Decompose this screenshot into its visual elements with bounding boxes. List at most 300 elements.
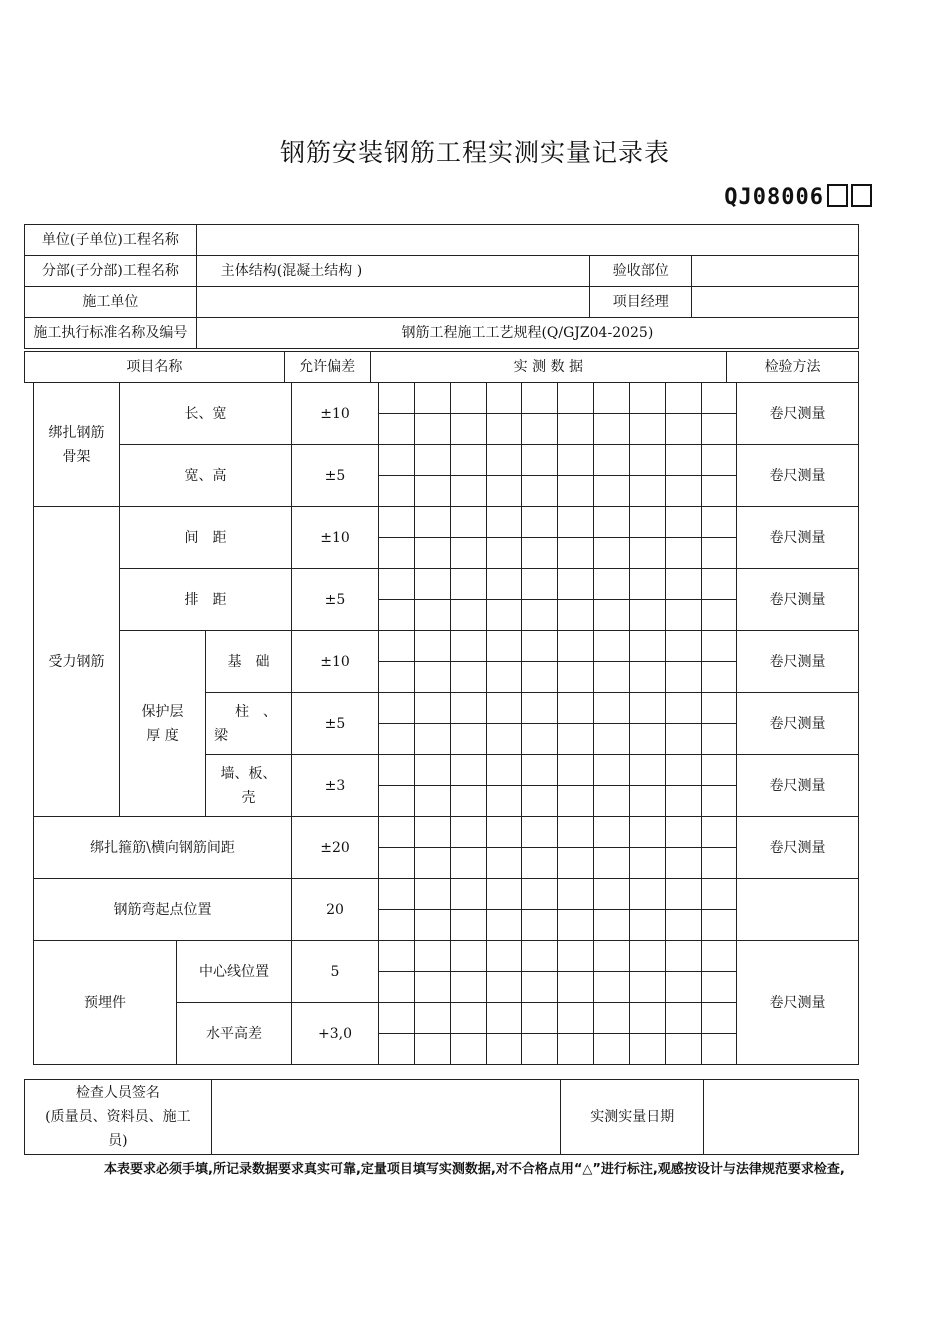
data-cell-r7-a-c3[interactable] — [451, 755, 487, 786]
data-cell-r11-a-c2[interactable] — [415, 1003, 451, 1034]
data-cell-r7-b-c5[interactable] — [522, 786, 558, 817]
data-cell-r11-a-c10[interactable] — [702, 1003, 737, 1034]
data-cell-r1-b-c8[interactable] — [630, 414, 666, 445]
data-cell-r5-b-c4[interactable] — [487, 662, 522, 693]
data-cell-r5-a-c8[interactable] — [630, 631, 666, 662]
data-cell-r4-a-c5[interactable] — [522, 569, 558, 600]
data-cell-r9-b-c4[interactable] — [487, 910, 522, 941]
data-cell-r2-b-c4[interactable] — [487, 476, 522, 507]
data-cell-r6-b-c6[interactable] — [558, 724, 594, 755]
data-cell-r1-a-c4[interactable] — [487, 383, 522, 414]
item-name-7 — [206, 755, 292, 817]
data-cell-r9-b-c5[interactable] — [522, 910, 558, 941]
data-cell-r1-b-c1[interactable] — [379, 414, 415, 445]
data-cell-r6-a-c1[interactable] — [379, 693, 415, 724]
data-cell-r11-a-c9[interactable] — [666, 1003, 702, 1034]
data-cell-r9-a-c8[interactable] — [630, 879, 666, 910]
data-cell-r10-b-c5[interactable] — [522, 972, 558, 1003]
data-cell-r5-b-c7[interactable] — [594, 662, 630, 693]
code-box-1[interactable] — [827, 184, 848, 207]
data-cell-r7-a-c8[interactable] — [630, 755, 666, 786]
table-row — [34, 631, 859, 662]
data-cell-r1-a-c5[interactable] — [522, 383, 558, 414]
group-frame-line-1: 绑扎钢筋 — [48, 424, 105, 441]
data-cell-r8-a-c4[interactable] — [487, 817, 522, 848]
data-cell-r4-b-c7[interactable] — [594, 600, 630, 631]
item-name-2: 宽、高 — [120, 445, 292, 507]
data-cell-r1-a-c7[interactable] — [594, 383, 630, 414]
data-cell-r7-b-c4[interactable] — [487, 786, 522, 817]
data-cell-r5-a-c5[interactable] — [522, 631, 558, 662]
project-name-field[interactable] — [196, 225, 858, 256]
data-cell-r11-b-c2[interactable] — [415, 1034, 451, 1065]
method-8: 卷尺测量 — [737, 817, 859, 879]
header-table — [24, 224, 859, 349]
data-cell-r2-a-c4[interactable] — [487, 445, 522, 476]
data-cell-r7-a-c7[interactable] — [594, 755, 630, 786]
data-cell-r9-a-c5[interactable] — [522, 879, 558, 910]
data-cell-r7-b-c9[interactable] — [666, 786, 702, 817]
item-name-7-line-2: 壳 — [241, 789, 256, 806]
data-cell-r11-b-c6[interactable] — [558, 1034, 594, 1065]
data-cell-r7-b-c1[interactable] — [379, 786, 415, 817]
data-cell-r6-b-c7[interactable] — [594, 724, 630, 755]
data-cell-r7-a-c5[interactable] — [522, 755, 558, 786]
contractor-label: 施工单位 — [25, 287, 197, 318]
data-cell-r9-a-c9[interactable] — [666, 879, 702, 910]
group-cover-line-1: 保护层 — [141, 703, 184, 720]
data-cell-r8-a-c10[interactable] — [702, 817, 737, 848]
item-name-6 — [206, 693, 292, 755]
data-cell-r7-a-c10[interactable] — [702, 755, 737, 786]
inspector-signature-field[interactable] — [211, 1080, 561, 1155]
data-cell-r4-a-c6[interactable] — [558, 569, 594, 600]
data-cell-r1-a-c8[interactable] — [630, 383, 666, 414]
data-cell-r5-b-c9[interactable] — [666, 662, 702, 693]
data-cell-r2-b-c6[interactable] — [558, 476, 594, 507]
data-cell-r2-b-c7[interactable] — [594, 476, 630, 507]
data-cell-r9-b-c6[interactable] — [558, 910, 594, 941]
data-cell-r7-b-c7[interactable] — [594, 786, 630, 817]
data-cell-r9-a-c6[interactable] — [558, 879, 594, 910]
date-label: 实测实量日期 — [561, 1080, 704, 1155]
contractor-field[interactable] — [196, 287, 590, 318]
data-cell-r10-a-c9[interactable] — [666, 941, 702, 972]
data-cell-r1-b-c5[interactable] — [522, 414, 558, 445]
tolerance-3: ±10 — [292, 507, 379, 569]
data-cell-r6-a-c10[interactable] — [702, 693, 737, 724]
col-data-header: 实 测 数 据 — [370, 352, 727, 383]
project-manager-field[interactable] — [692, 287, 859, 318]
data-cell-r5-b-c8[interactable] — [630, 662, 666, 693]
data-cell-r2-b-c1[interactable] — [379, 476, 415, 507]
data-cell-r1-b-c10[interactable] — [702, 414, 737, 445]
data-cell-r1-b-c4[interactable] — [487, 414, 522, 445]
method-6: 卷尺测量 — [737, 693, 859, 755]
col-item-header: 项目名称 — [25, 352, 285, 383]
data-cell-r6-b-c1[interactable] — [379, 724, 415, 755]
data-cell-r3-a-c2[interactable] — [415, 507, 451, 538]
data-cell-r7-a-c9[interactable] — [666, 755, 702, 786]
data-cell-r9-b-c2[interactable] — [415, 910, 451, 941]
data-cell-r11-b-c8[interactable] — [630, 1034, 666, 1065]
group-frame — [34, 383, 120, 507]
data-cell-r1-a-c9[interactable] — [666, 383, 702, 414]
data-cell-r5-a-c2[interactable] — [415, 631, 451, 662]
data-cell-r7-a-c2[interactable] — [415, 755, 451, 786]
data-cell-r11-b-c1[interactable] — [379, 1034, 415, 1065]
table-row — [34, 817, 859, 848]
data-cell-r2-a-c1[interactable] — [379, 445, 415, 476]
data-cell-r4-a-c8[interactable] — [630, 569, 666, 600]
group-embedded: 预埋件 — [34, 941, 177, 1065]
data-cell-r7-b-c3[interactable] — [451, 786, 487, 817]
method-10: 卷尺测量 — [737, 941, 859, 1065]
data-cell-r5-b-c5[interactable] — [522, 662, 558, 693]
data-cell-r9-b-c1[interactable] — [379, 910, 415, 941]
data-cell-r2-b-c2[interactable] — [415, 476, 451, 507]
data-cell-r6-b-c4[interactable] — [487, 724, 522, 755]
method-2: 卷尺测量 — [737, 445, 859, 507]
data-cell-r4-b-c9[interactable] — [666, 600, 702, 631]
item-name-11: 水平高差 — [177, 1003, 292, 1065]
data-cell-r2-b-c10[interactable] — [702, 476, 737, 507]
data-cell-r3-a-c7[interactable] — [594, 507, 630, 538]
group-frame-line-2: 骨架 — [62, 448, 91, 465]
data-cell-r6-a-c3[interactable] — [451, 693, 487, 724]
data-cell-r8-a-c5[interactable] — [522, 817, 558, 848]
data-cell-r11-a-c6[interactable] — [558, 1003, 594, 1034]
data-cell-r7-b-c2[interactable] — [415, 786, 451, 817]
data-cell-r8-b-c7[interactable] — [594, 848, 630, 879]
item-name-3: 间 距 — [120, 507, 292, 569]
data-cell-r2-a-c7[interactable] — [594, 445, 630, 476]
item-name-10: 中心线位置 — [177, 941, 292, 1003]
data-cell-r8-b-c5[interactable] — [522, 848, 558, 879]
data-cell-r5-b-c6[interactable] — [558, 662, 594, 693]
data-cell-r9-b-c9[interactable] — [666, 910, 702, 941]
group-cover — [120, 631, 206, 817]
data-cell-r6-b-c5[interactable] — [522, 724, 558, 755]
data-cell-r5-a-c10[interactable] — [702, 631, 737, 662]
data-cell-r11-a-c1[interactable] — [379, 1003, 415, 1034]
data-cell-r11-b-c7[interactable] — [594, 1034, 630, 1065]
data-cell-r6-a-c5[interactable] — [522, 693, 558, 724]
method-3: 卷尺测量 — [737, 507, 859, 569]
data-cell-r7-a-c4[interactable] — [487, 755, 522, 786]
data-cell-r10-a-c8[interactable] — [630, 941, 666, 972]
data-cell-r4-a-c3[interactable] — [451, 569, 487, 600]
data-cell-r9-a-c3[interactable] — [451, 879, 487, 910]
col-method-header: 检验方法 — [727, 352, 859, 383]
data-cell-r6-b-c9[interactable] — [666, 724, 702, 755]
data-cell-r10-b-c1[interactable] — [379, 972, 415, 1003]
data-cell-r3-a-c8[interactable] — [630, 507, 666, 538]
data-cell-r6-a-c7[interactable] — [594, 693, 630, 724]
data-cell-r9-a-c7[interactable] — [594, 879, 630, 910]
data-cell-r11-b-c9[interactable] — [666, 1034, 702, 1065]
data-cell-r9-b-c10[interactable] — [702, 910, 737, 941]
data-cell-r8-a-c1[interactable] — [379, 817, 415, 848]
column-header-table — [24, 351, 859, 383]
data-cell-r8-b-c1[interactable] — [379, 848, 415, 879]
item-name-9: 钢筋弯起点位置 — [34, 879, 292, 941]
data-cell-r1-b-c3[interactable] — [451, 414, 487, 445]
method-5: 卷尺测量 — [737, 631, 859, 693]
data-cell-r3-b-c3[interactable] — [451, 538, 487, 569]
data-cell-r8-b-c8[interactable] — [630, 848, 666, 879]
data-cell-r10-a-c4[interactable] — [487, 941, 522, 972]
data-cell-r9-b-c3[interactable] — [451, 910, 487, 941]
data-cell-r5-b-c10[interactable] — [702, 662, 737, 693]
data-cell-r3-a-c6[interactable] — [558, 507, 594, 538]
data-cell-r5-b-c1[interactable] — [379, 662, 415, 693]
acceptance-part-field[interactable] — [692, 256, 859, 287]
data-cell-r10-a-c2[interactable] — [415, 941, 451, 972]
method-7: 卷尺测量 — [737, 755, 859, 817]
tolerance-11: +3,0 — [292, 1003, 379, 1065]
data-cell-r2-a-c9[interactable] — [666, 445, 702, 476]
data-cell-r10-a-c3[interactable] — [451, 941, 487, 972]
form-code-text: QJ08006 — [724, 185, 824, 210]
data-cell-r11-b-c3[interactable] — [451, 1034, 487, 1065]
data-cell-r1-b-c6[interactable] — [558, 414, 594, 445]
inspector-line-1: 检查人员签名 — [75, 1085, 160, 1101]
data-cell-r7-b-c6[interactable] — [558, 786, 594, 817]
data-cell-r6-b-c10[interactable] — [702, 724, 737, 755]
data-cell-r8-a-c9[interactable] — [666, 817, 702, 848]
data-cell-r11-a-c4[interactable] — [487, 1003, 522, 1034]
left-border — [24, 351, 25, 383]
data-cell-r3-a-c9[interactable] — [666, 507, 702, 538]
data-cell-r8-a-c7[interactable] — [594, 817, 630, 848]
data-cell-r4-a-c4[interactable] — [487, 569, 522, 600]
data-cell-r4-b-c6[interactable] — [558, 600, 594, 631]
data-cell-r8-b-c9[interactable] — [666, 848, 702, 879]
acceptance-part-label: 验收部位 — [590, 256, 692, 287]
data-cell-r3-b-c6[interactable] — [558, 538, 594, 569]
data-cell-r1-a-c1[interactable] — [379, 383, 415, 414]
data-cell-r10-a-c6[interactable] — [558, 941, 594, 972]
data-cell-r4-b-c5[interactable] — [522, 600, 558, 631]
data-cell-r8-a-c3[interactable] — [451, 817, 487, 848]
data-cell-r7-b-c8[interactable] — [630, 786, 666, 817]
data-cell-r1-a-c3[interactable] — [451, 383, 487, 414]
data-cell-r2-a-c6[interactable] — [558, 445, 594, 476]
instruction-note: 本表要求必须手填,所记录数据要求真实可靠,定量项目填写实测数据,对不合格点用“△”进行标注,观感按设计与法律规范要求检查, — [104, 1162, 845, 1177]
data-cell-r10-a-c10[interactable] — [702, 941, 737, 972]
data-cell-r11-b-c5[interactable] — [522, 1034, 558, 1065]
tolerance-1: ±10 — [292, 383, 379, 445]
data-cell-r11-b-c4[interactable] — [487, 1034, 522, 1065]
data-cell-r5-a-c7[interactable] — [594, 631, 630, 662]
item-name-6-line-1: 柱 、 — [235, 703, 277, 720]
data-cell-r4-a-c2[interactable] — [415, 569, 451, 600]
data-cell-r2-a-c8[interactable] — [630, 445, 666, 476]
data-cell-r4-b-c8[interactable] — [630, 600, 666, 631]
data-cell-r4-a-c9[interactable] — [666, 569, 702, 600]
tolerance-6: ±5 — [292, 693, 379, 755]
data-cell-r8-b-c6[interactable] — [558, 848, 594, 879]
table-row — [34, 941, 859, 972]
data-cell-r3-a-c4[interactable] — [487, 507, 522, 538]
data-cell-r3-b-c9[interactable] — [666, 538, 702, 569]
subdivision-value[interactable]: 主体结构(混凝土结构 ) — [196, 256, 590, 287]
data-cell-r7-a-c1[interactable] — [379, 755, 415, 786]
data-cell-r6-a-c2[interactable] — [415, 693, 451, 724]
inspector-label — [25, 1080, 212, 1155]
data-cell-r10-b-c8[interactable] — [630, 972, 666, 1003]
tolerance-4: ±5 — [292, 569, 379, 631]
tolerance-9: 20 — [292, 879, 379, 941]
data-cell-r10-b-c4[interactable] — [487, 972, 522, 1003]
data-cell-r2-a-c10[interactable] — [702, 445, 737, 476]
page-title: 钢筋安装钢筋工程实测实量记录表 — [279, 138, 670, 167]
item-name-4: 排 距 — [120, 569, 292, 631]
data-cell-r2-b-c5[interactable] — [522, 476, 558, 507]
measurement-table — [33, 382, 859, 1065]
tolerance-7: ±3 — [292, 755, 379, 817]
data-cell-r2-a-c5[interactable] — [522, 445, 558, 476]
data-cell-r3-a-c10[interactable] — [702, 507, 737, 538]
tolerance-10: 5 — [292, 941, 379, 1003]
table-row — [34, 445, 859, 476]
data-cell-r5-a-c6[interactable] — [558, 631, 594, 662]
data-cell-r11-a-c8[interactable] — [630, 1003, 666, 1034]
data-cell-r5-a-c3[interactable] — [451, 631, 487, 662]
table-row — [34, 507, 859, 538]
data-cell-r4-b-c1[interactable] — [379, 600, 415, 631]
data-cell-r2-b-c9[interactable] — [666, 476, 702, 507]
data-cell-r10-b-c9[interactable] — [666, 972, 702, 1003]
date-field[interactable] — [704, 1080, 859, 1155]
data-cell-r8-a-c8[interactable] — [630, 817, 666, 848]
inspector-line-3: 员) — [108, 1133, 128, 1149]
data-cell-r3-b-c10[interactable] — [702, 538, 737, 569]
group-main-bar: 受力钢筋 — [34, 507, 120, 817]
data-cell-r1-b-c7[interactable] — [594, 414, 630, 445]
data-cell-r8-b-c4[interactable] — [487, 848, 522, 879]
code-box-2[interactable] — [851, 184, 872, 207]
data-cell-r3-b-c2[interactable] — [415, 538, 451, 569]
data-cell-r9-b-c7[interactable] — [594, 910, 630, 941]
data-cell-r8-a-c6[interactable] — [558, 817, 594, 848]
tolerance-8: ±20 — [292, 817, 379, 879]
col-tolerance-header: 允许偏差 — [284, 352, 370, 383]
data-cell-r10-a-c7[interactable] — [594, 941, 630, 972]
tolerance-5: ±10 — [292, 631, 379, 693]
data-cell-r6-a-c8[interactable] — [630, 693, 666, 724]
subdivision-label: 分部(子分部)工程名称 — [25, 256, 197, 287]
data-cell-r9-a-c2[interactable] — [415, 879, 451, 910]
data-cell-r11-a-c3[interactable] — [451, 1003, 487, 1034]
data-cell-r3-b-c5[interactable] — [522, 538, 558, 569]
data-cell-r4-b-c3[interactable] — [451, 600, 487, 631]
data-cell-r6-a-c6[interactable] — [558, 693, 594, 724]
data-cell-r3-a-c3[interactable] — [451, 507, 487, 538]
item-name-1: 长、宽 — [120, 383, 292, 445]
data-cell-r3-b-c8[interactable] — [630, 538, 666, 569]
data-cell-r1-a-c2[interactable] — [415, 383, 451, 414]
data-cell-r3-a-c5[interactable] — [522, 507, 558, 538]
form-code — [724, 184, 872, 210]
data-cell-r6-b-c3[interactable] — [451, 724, 487, 755]
data-cell-r5-b-c3[interactable] — [451, 662, 487, 693]
data-cell-r6-a-c9[interactable] — [666, 693, 702, 724]
project-name-label: 单位(子单位)工程名称 — [25, 225, 197, 256]
data-cell-r10-b-c2[interactable] — [415, 972, 451, 1003]
method-4: 卷尺测量 — [737, 569, 859, 631]
data-cell-r7-a-c6[interactable] — [558, 755, 594, 786]
data-cell-r5-a-c9[interactable] — [666, 631, 702, 662]
data-cell-r9-a-c10[interactable] — [702, 879, 737, 910]
table-row — [34, 383, 859, 414]
standard-value[interactable]: 钢筋工程施工工艺规程(Q/GJZ04-2025) — [196, 318, 858, 349]
data-cell-r1-a-c6[interactable] — [558, 383, 594, 414]
data-cell-r6-b-c8[interactable] — [630, 724, 666, 755]
data-cell-r3-b-c4[interactable] — [487, 538, 522, 569]
data-cell-r11-a-c5[interactable] — [522, 1003, 558, 1034]
data-cell-r10-a-c5[interactable] — [522, 941, 558, 972]
data-cell-r3-b-c1[interactable] — [379, 538, 415, 569]
table-row — [34, 879, 859, 910]
data-cell-r10-b-c7[interactable] — [594, 972, 630, 1003]
data-cell-r4-a-c1[interactable] — [379, 569, 415, 600]
data-cell-r7-b-c10[interactable] — [702, 786, 737, 817]
data-cell-r4-b-c2[interactable] — [415, 600, 451, 631]
data-cell-r2-b-c3[interactable] — [451, 476, 487, 507]
data-cell-r8-b-c2[interactable] — [415, 848, 451, 879]
data-cell-r9-b-c8[interactable] — [630, 910, 666, 941]
tolerance-2: ±5 — [292, 445, 379, 507]
data-cell-r10-a-c1[interactable] — [379, 941, 415, 972]
data-cell-r8-b-c3[interactable] — [451, 848, 487, 879]
data-cell-r5-a-c1[interactable] — [379, 631, 415, 662]
data-cell-r11-a-c7[interactable] — [594, 1003, 630, 1034]
data-cell-r2-b-c8[interactable] — [630, 476, 666, 507]
inspector-line-2: (质量员、资料员、施工 — [45, 1109, 191, 1125]
data-cell-r10-b-c6[interactable] — [558, 972, 594, 1003]
data-cell-r4-b-c10[interactable] — [702, 600, 737, 631]
item-name-6-line-2: 梁 — [214, 727, 228, 744]
data-cell-r5-a-c4[interactable] — [487, 631, 522, 662]
data-cell-r4-a-c7[interactable] — [594, 569, 630, 600]
data-cell-r9-a-c4[interactable] — [487, 879, 522, 910]
data-cell-r6-a-c4[interactable] — [487, 693, 522, 724]
data-cell-r6-b-c2[interactable] — [415, 724, 451, 755]
method-9 — [737, 879, 859, 941]
method-1: 卷尺测量 — [737, 383, 859, 445]
item-name-5: 基 础 — [206, 631, 292, 693]
data-cell-r4-a-c10[interactable] — [702, 569, 737, 600]
data-cell-r10-b-c3[interactable] — [451, 972, 487, 1003]
group-cover-line-2: 厚 度 — [146, 727, 179, 744]
data-cell-r11-b-c10[interactable] — [702, 1034, 737, 1065]
data-cell-r5-b-c2[interactable] — [415, 662, 451, 693]
data-cell-r3-a-c1[interactable] — [379, 507, 415, 538]
data-cell-r8-b-c10[interactable] — [702, 848, 737, 879]
data-cell-r4-b-c4[interactable] — [487, 600, 522, 631]
data-cell-r3-b-c7[interactable] — [594, 538, 630, 569]
data-cell-r1-b-c9[interactable] — [666, 414, 702, 445]
data-cell-r2-a-c2[interactable] — [415, 445, 451, 476]
data-cell-r2-a-c3[interactable] — [451, 445, 487, 476]
data-cell-r10-b-c10[interactable] — [702, 972, 737, 1003]
data-cell-r8-a-c2[interactable] — [415, 817, 451, 848]
data-cell-r1-b-c2[interactable] — [415, 414, 451, 445]
data-cell-r9-a-c1[interactable] — [379, 879, 415, 910]
data-cell-r1-a-c10[interactable] — [702, 383, 737, 414]
